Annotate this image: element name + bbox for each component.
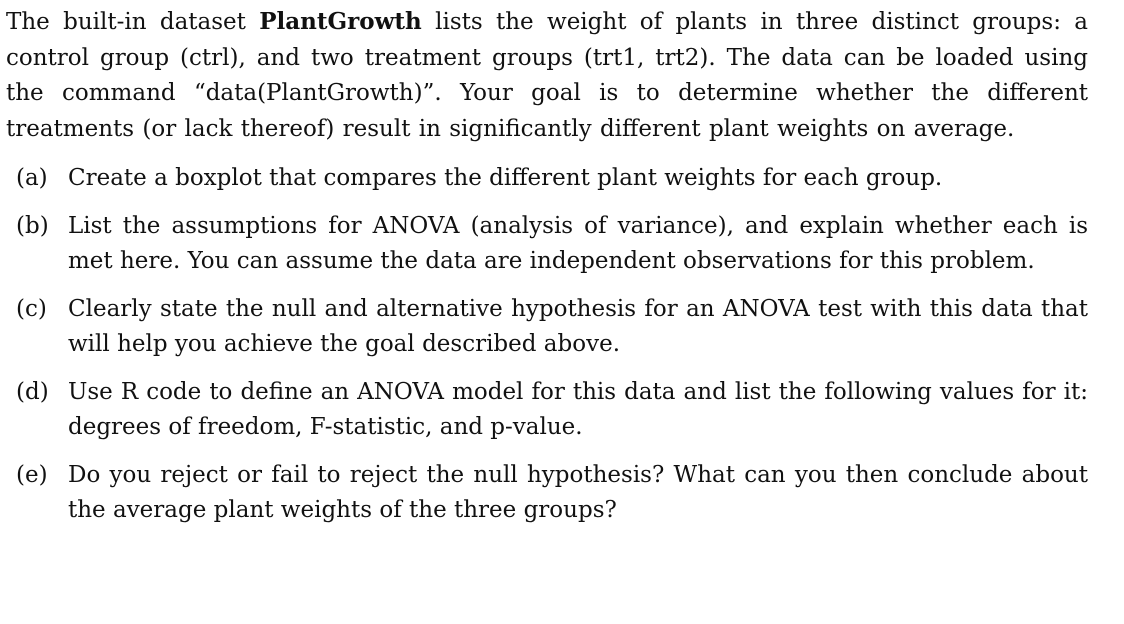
part-text: Clearly state the null and alternative hypothesis for an ANOVA test with this data that will help you achieve the goal described above. <box>68 295 1088 357</box>
question-part-a <box>6 161 1088 197</box>
part-text: List the assumptions for ANOVA (analysis of variance), and explain whether each is met here. You can assume the data are independent observations for this problem. <box>68 212 1088 274</box>
intro-paragraph <box>6 4 1088 147</box>
part-label: (d) <box>16 378 49 405</box>
part-text: Use R code to define an ANOVA model for this data and list the following values for it: degrees of freedom, F-statistic, and p-value. <box>68 378 1088 440</box>
part-text: Do you reject or fail to reject the null hypothesis? What can you then conclude about the average plant weights of the three groups? <box>68 461 1088 523</box>
part-label: (e) <box>16 461 48 488</box>
question-parts-list <box>6 161 1088 529</box>
question-part-c <box>6 292 1088 363</box>
question-part-d <box>6 375 1088 446</box>
part-label: (c) <box>16 295 47 322</box>
intro-text-end: lists the weight of plants in three distinct groups: a control group (ctrl), and two treatment groups (trt1, trt2). The data can be loaded using the command “data(PlantGrowth)”. Your goal is to determine whether the different treatments (or lack thereof) result in significantly different plant weights on average. <box>6 9 1088 142</box>
part-text: Create a boxplot that compares the different plant weights for each group. <box>68 165 943 191</box>
part-label: (b) <box>16 212 49 239</box>
question-part-b <box>6 209 1088 280</box>
intro-text-start: The built-in dataset <box>6 9 260 35</box>
part-label: (a) <box>16 165 48 191</box>
dataset-name: PlantGrowth <box>259 8 422 35</box>
question-part-e <box>6 458 1088 529</box>
